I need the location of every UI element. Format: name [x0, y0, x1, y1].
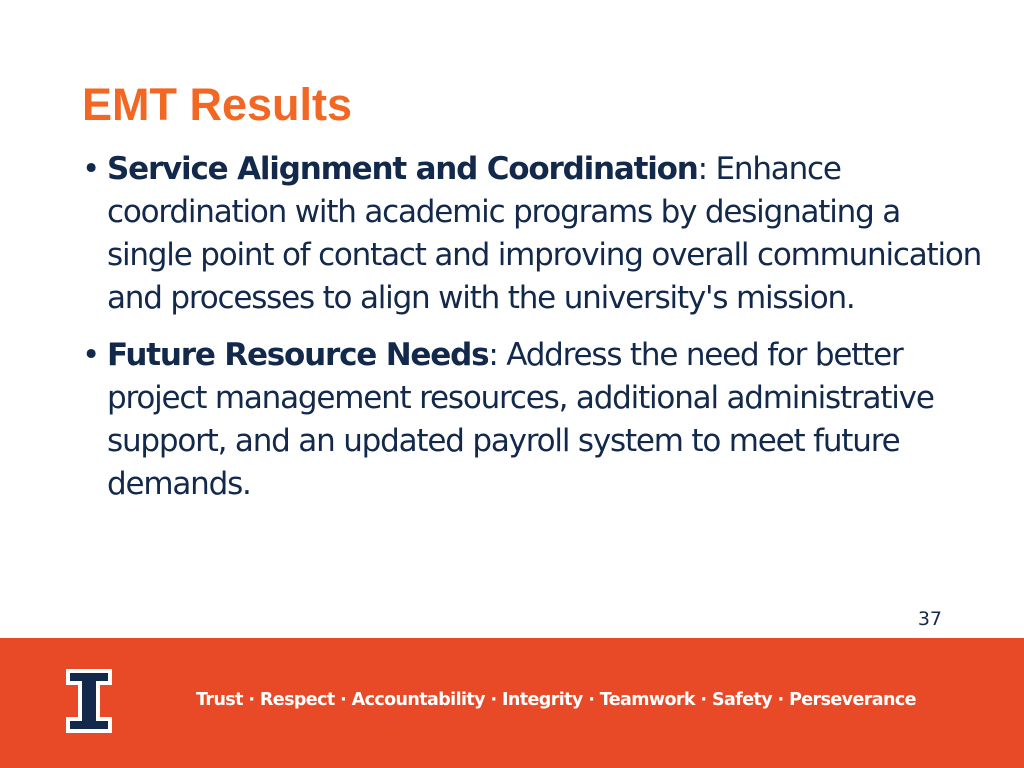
bullet-item-future-resource-needs: [82, 334, 982, 506]
slide-title: EMT Results: [82, 79, 353, 130]
bullet-dot-icon: •: [82, 337, 100, 373]
bullet-text: : Address the need for better project management resources, additional administrative support, and an updated payroll system to meet future demands.: [107, 337, 934, 502]
bullet-item-service-alignment: [82, 148, 982, 320]
bullet-list: [82, 148, 982, 520]
page-number: 37: [917, 608, 942, 630]
bullet-heading: Future Resource Needs: [107, 337, 489, 373]
bullet-heading: Service Alignment and Coordination: [107, 151, 698, 187]
core-values-text: Trust · Respect · Accountability · Integrity · Teamwork · Safety · Perseverance: [196, 690, 916, 710]
bullet-text: : Enhance coordination with academic programs by designating a single point of contact and improving overall communication and processes to align with the university's mission.: [107, 151, 982, 316]
bullet-dot-icon: •: [82, 151, 100, 187]
block-i-logo-icon: [66, 669, 112, 733]
footer-bar: [0, 638, 1024, 768]
